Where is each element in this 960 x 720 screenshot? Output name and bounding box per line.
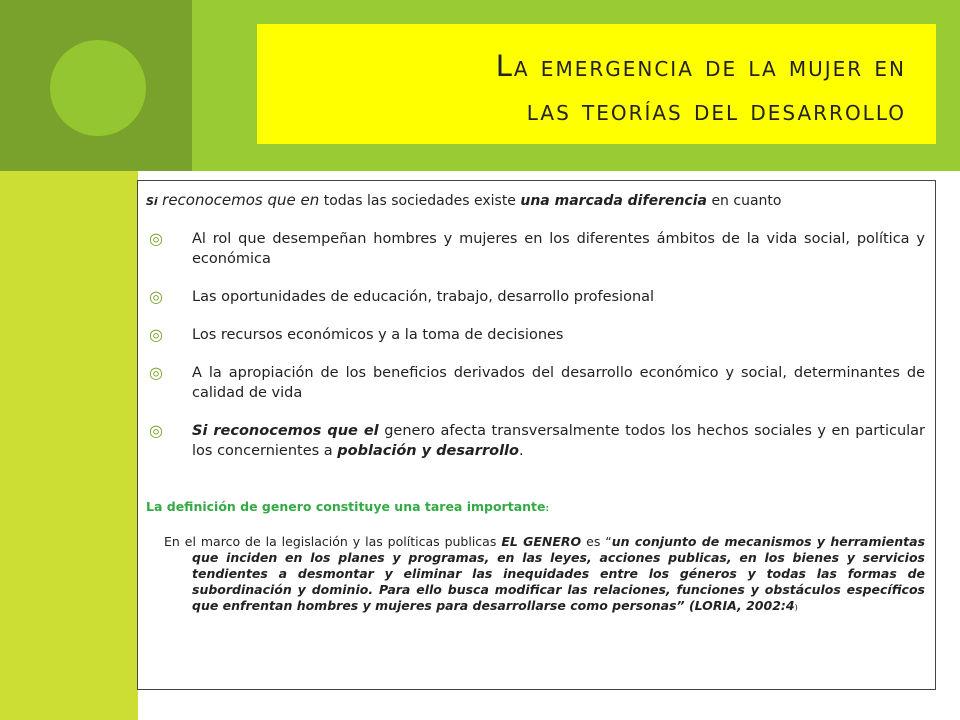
bullet-text: A la apropiación de los beneficios derivados del desarrollo económico y social, determinantes de calidad de vida [192,365,925,401]
bullet-5-lead: Si reconocemos que el [192,423,379,439]
definition-emphasis: EL GENERO [501,534,582,549]
definition-paragraph [146,534,925,616]
bullet-5-mid: genero afecta transversalmente todos los hechos sociales y en particular los concernientes a [192,423,926,459]
target-bullet-icon: ◎ [149,287,163,306]
list-item [146,325,925,345]
definition-heading [146,499,925,514]
bullet-text: Al rol que desempeñan hombres y mujeres en los diferentes ámbitos de la vida social, política y económica [192,231,925,267]
content-box [137,180,936,690]
list-item [146,363,925,403]
slide-title [277,44,906,132]
bullet-5-emphasis: población y desarrollo [337,443,519,459]
list-item [146,287,925,307]
intro-lead-em: reconocemos que en [162,191,320,209]
target-bullet-icon: ◎ [149,363,163,382]
list-item [146,421,925,461]
intro-lead-small: Si [146,195,158,208]
intro-middle: todas las sociedades existe [323,193,516,209]
definition-mid: es “ [586,534,612,549]
bullet-list [146,229,925,461]
target-bullet-icon: ◎ [149,421,163,440]
title-line-1: La emergencia de la mujer en [495,49,906,83]
list-item [146,229,925,269]
definition-lead: En el marco de la legislación y las políticas publicas [164,534,497,549]
definition-quote: un conjunto de mecanismos y herramientas que inciden en los planes y programas, en las leyes, acciones publicas, en los bienes y servicios tendientes a desmontar y eliminar las inequidades entre los géneros y todas las formas de subordinación y dominio. Para ello busca modificar las relaciones, funciones y obstáculos específicos que enfrentan hombres y mujeres para desarrollarse como personas” (LORIA, 2002:4 [192,534,926,613]
intro-tail: en cuanto [711,193,782,209]
intro-emphasis: una marcada diferencia [520,193,707,209]
definition-heading-colon: : [545,504,550,514]
definition-heading-text: La definición de genero constituye una tarea importante [146,499,546,514]
target-bullet-icon: ◎ [149,229,163,248]
intro-paragraph [146,191,925,209]
bullet-5-end: . [518,443,524,459]
decorative-circle [50,40,146,136]
definition-close: ) [794,603,798,612]
bullet-text: Las oportunidades de educación, trabajo, desarrollo profesional [192,289,655,305]
bullet-text: Los recursos económicos y a la toma de decisiones [192,327,564,343]
side-band [0,171,138,720]
target-bullet-icon: ◎ [149,325,163,344]
title-line-2: las teorías del desarrollo [526,93,906,127]
title-box [257,24,936,144]
